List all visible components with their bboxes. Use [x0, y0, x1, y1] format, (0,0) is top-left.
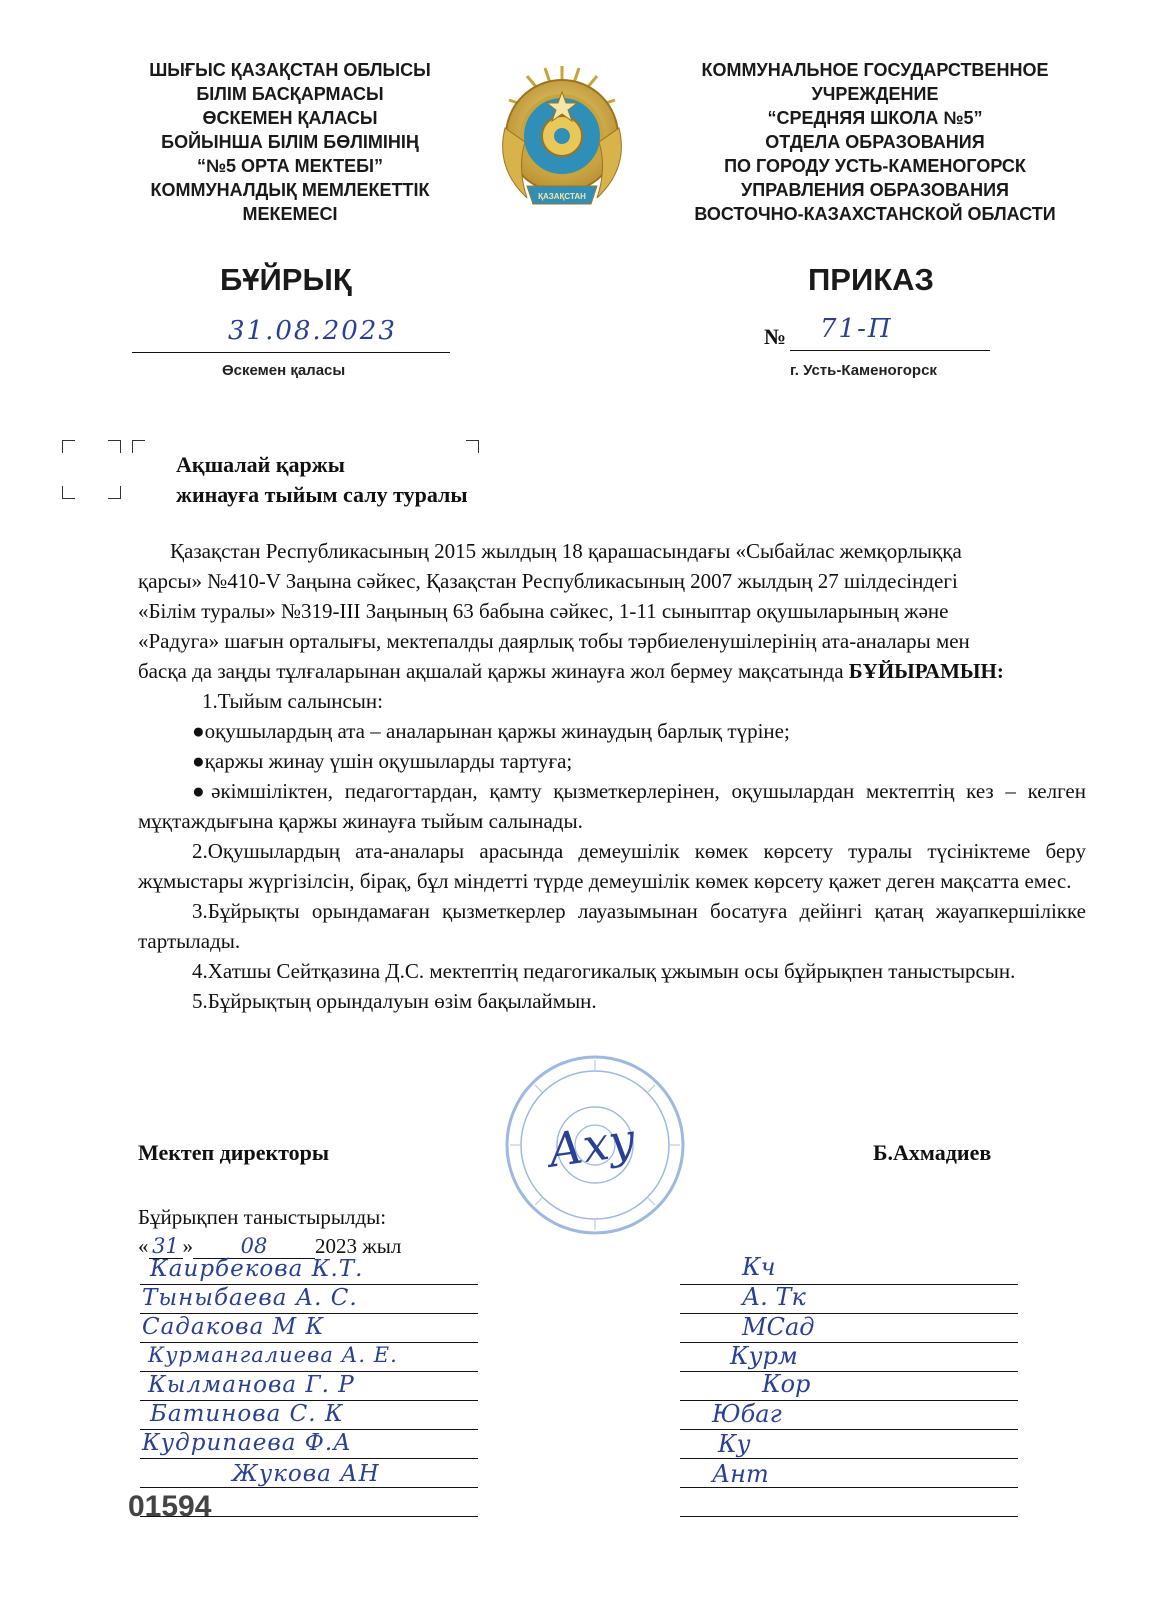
- corner-mark: [132, 440, 145, 453]
- ru-header-line: КОММУНАЛЬНОЕ ГОСУДАРСТВЕННОЕ: [701, 60, 1049, 80]
- ru-header-line: ПО ГОРОДУ УСТЬ-КАМЕНОГОРСК: [724, 156, 1026, 176]
- signature-line: [680, 1516, 1018, 1517]
- kz-header-line: МЕКЕМЕСІ: [242, 204, 338, 224]
- bullet-1: ●оқушылардың ата – аналарынан қаржы жинаудың барлық түріне;: [192, 719, 790, 743]
- item-5: 5.Бұйрықтың орындалуын өзім бақылаймын.: [192, 989, 597, 1013]
- subject-title: [176, 450, 468, 510]
- ru-header-line: УПРАВЛЕНИЯ ОБРАЗОВАНИЯ: [741, 180, 1009, 200]
- acquaint-name: Курмангалиева А. Е.: [148, 1343, 398, 1367]
- signature-line: [680, 1284, 1018, 1285]
- bullet-2: ●қаржы жинау үшін оқушыларды тартуға;: [192, 749, 573, 773]
- kz-header-line: “№5 ОРТА МЕКТЕБІ”: [196, 156, 384, 176]
- intro-paragraph: Қазақстан Республикасының 2015 жылдың 18 қарашасындағы «Сыбайлас жемқорлыққа қарсы» №410-V Заңына сәйкес, Қазақстан Республикасының 2007 жылдың 27 шілдесіндегі «Білім туралы» №319-ІІІ Заңының 63 бабына сәйкес, 1-11 сыныптар оқушыларының және «Радуга» шағын орталығы, мектепалды даярлық тобы тәрбиеленушілерінің ата-аналары мен басқа да заңды тұлғаларынан ақшалай қаржы жинауға жол бермеу мақсатында: [138, 539, 970, 683]
- name-line: [140, 1487, 478, 1488]
- city-ru: г. Усть-Каменогорск: [790, 362, 937, 379]
- name-line: [140, 1458, 478, 1459]
- order-word: БҰЙЫРАМЫН:: [848, 659, 1004, 683]
- emblem-text: ҚАЗАҚСТАН: [538, 192, 586, 201]
- corner-mark: [108, 486, 121, 499]
- title-ru: ПРИКАЗ: [808, 262, 934, 297]
- item-3: 3.Бұйрықты орындамаған қызметкерлер лауазымынан босатуға дейінгі қатаң жауапкершілікке тартылады.: [138, 899, 1086, 953]
- state-emblem: [487, 58, 637, 218]
- acquaint-signature: Юбаг: [712, 1400, 782, 1428]
- corner-mark: [62, 486, 75, 499]
- order-date: 31.08.2023: [228, 316, 397, 346]
- acquaint-signature: Ку: [718, 1430, 751, 1458]
- signature-line: [680, 1458, 1018, 1459]
- document-number: 01594: [128, 1490, 212, 1523]
- acquaint-label: Бұйрықпен таныстырылды:: [138, 1205, 387, 1229]
- item-1-title: 1.Тыйым салынсын:: [202, 689, 383, 713]
- ru-header-line: ОТДЕЛА ОБРАЗОВАНИЯ: [765, 132, 985, 152]
- ru-header-line: ВОСТОЧНО-КАЗАХСТАНСКОЙ ОБЛАСТИ: [694, 204, 1056, 224]
- subject-line: жинауға тыйым салу туралы: [176, 482, 468, 507]
- bullet-3: ●әкімшіліктен, педагогтардан, қамту қызметкерлерінен, оқушылардан мектептің кез – келген мұқтаждығына қаржы жинауға тыйым салынады.: [138, 779, 1086, 833]
- acquaint-name: Кылманова Г. Р: [148, 1372, 355, 1398]
- director-position: Мектеп директоры: [138, 1140, 330, 1165]
- ru-header-line: “СРЕДНЯЯ ШКОЛА №5”: [767, 108, 983, 128]
- kz-header-line: ӨСКЕМЕН ҚАЛАСЫ: [202, 108, 378, 128]
- emblem-icon: [487, 58, 637, 218]
- acquaint-month: 08: [193, 1234, 315, 1259]
- acquaint-signature: Кч: [742, 1253, 776, 1281]
- director-name: Б.Ахмадиев: [873, 1140, 992, 1165]
- date-open-quote: «: [138, 1234, 149, 1258]
- date-close-quote: »: [182, 1234, 193, 1258]
- acquaint-signature: Курм: [730, 1342, 798, 1370]
- acquaint-name: Тыныбаева А. С.: [142, 1285, 358, 1311]
- date-line: [132, 352, 450, 353]
- item-2: 2.Оқушылардың ата-аналары арасында демеушілік көмек көрсету туралы түсініктеме беру жұмыстары жүргізілсін, бірақ, бұл міндетті түрде демеушілік көмек көрсету қажет деген мақсатта емес.: [138, 839, 1086, 893]
- acquaint-name: Каирбекова К.Т.: [150, 1256, 364, 1282]
- city-kz: Өскемен қаласы: [222, 362, 346, 379]
- order-number: 71-П: [820, 314, 893, 344]
- acquaint-signature: МСад: [742, 1313, 815, 1341]
- kz-header-line: БОЙЫНША БІЛІМ БӨЛІМІНІҢ: [161, 132, 419, 152]
- acquaint-name: Садакова М К: [142, 1314, 325, 1340]
- acquaint-name: Батинова С. К: [150, 1401, 344, 1427]
- director-signature: Аху: [544, 1112, 639, 1178]
- acquaint-signature: Кор: [762, 1370, 811, 1398]
- ru-header: [655, 58, 1095, 226]
- kz-header-line: ШЫҒЫС ҚАЗАҚСТАН ОБЛЫСЫ: [149, 60, 431, 80]
- acquaint-name: Жукова АН: [232, 1461, 380, 1487]
- number-label: №: [764, 324, 787, 349]
- corner-mark: [466, 440, 479, 453]
- number-line: [790, 350, 990, 351]
- signature-line: [680, 1371, 1018, 1372]
- item-4: 4.Хатшы Сейтқазина Д.С. мектептің педагогикалық ұжымын осы бұйрықпен таныстырсын.: [192, 959, 1016, 983]
- acquaint-signature: А. Тк: [742, 1283, 806, 1311]
- kz-header: [110, 58, 470, 226]
- acquaint-day: 31: [149, 1234, 183, 1259]
- signature-line: [680, 1313, 1018, 1314]
- corner-mark: [62, 440, 75, 453]
- title-kz: БҰЙРЫҚ: [220, 262, 352, 297]
- order-body: [138, 536, 1086, 1016]
- kz-header-line: КОММУНАЛДЫҚ МЕМЛЕКЕТТІК: [150, 180, 430, 200]
- ru-header-line: УЧРЕЖДЕНИЕ: [811, 84, 939, 104]
- acquaint-year: 2023 жыл: [315, 1234, 402, 1258]
- acquaint-signature: Ант: [712, 1460, 769, 1488]
- corner-mark: [108, 440, 121, 453]
- subject-line: Ақшалай қаржы: [176, 452, 345, 477]
- kz-header-line: БІЛІМ БАСҚАРМАСЫ: [196, 84, 384, 104]
- acquaint-name: Кудрипаева Ф.А: [142, 1430, 352, 1456]
